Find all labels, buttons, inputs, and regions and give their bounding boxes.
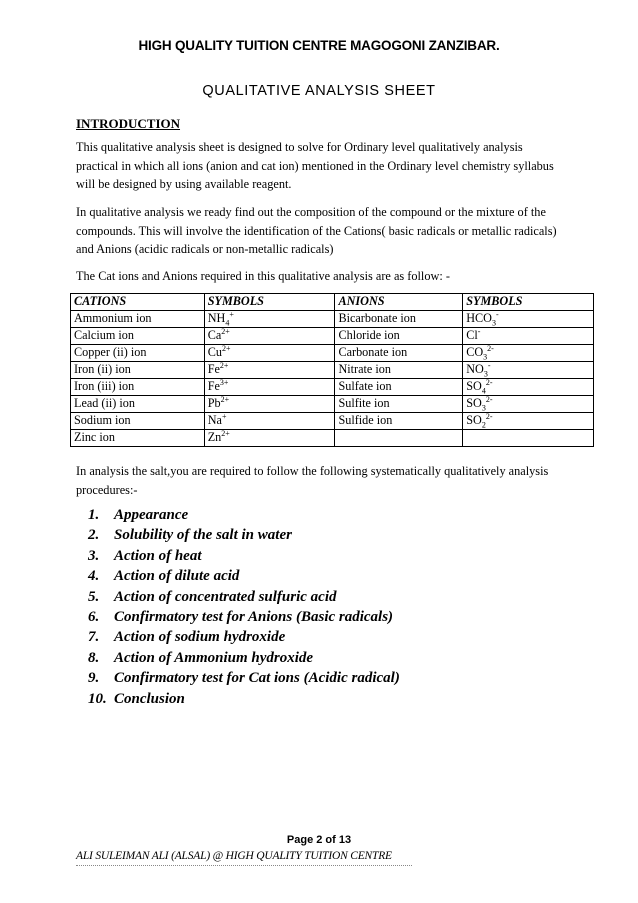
cation-name: Copper (ii) ion (71, 345, 205, 362)
anion-name: Sulfite ion (335, 396, 463, 413)
anion-symbol: $SO_2^{2-}$ (463, 413, 594, 430)
list-item (88, 566, 400, 586)
list-item (88, 668, 400, 688)
anion-symbol: $NO_3^-$ (463, 362, 594, 379)
cation-symbol: $Pb^{2+}$ (204, 396, 335, 413)
intro-paragraph-3: The Cat ions and Anions required in this qualitative analysis are as follow: - (76, 269, 450, 283)
table-row (71, 379, 594, 396)
list-item (88, 689, 400, 709)
step-text: Solubility of the salt in water (114, 527, 292, 544)
step-number: 3. (88, 547, 100, 564)
anion-name: Sulfate ion (335, 379, 463, 396)
intro-paragraph-1: This qualitative analysis sheet is designed to solve for Ordinary level qualitatively analysis practical in which all ions (anion and cat ion) mentioned in the Ordinary level chemistry syllabus will be designed by using available reagent. (76, 140, 554, 191)
step-number: 2. (88, 527, 100, 544)
table-header-row (71, 294, 594, 311)
anion-name: Sulfide ion (335, 413, 463, 430)
sheet-title: QUALITATIVE ANALYSIS SHEET (202, 83, 436, 99)
anion-symbol: $HCO_3^-$ (463, 311, 594, 328)
cation-name: Ammonium ion (71, 311, 205, 328)
cation-symbol: $Fe^{2+}$ (204, 362, 335, 379)
cation-name: Iron (iii) ion (71, 379, 205, 396)
table-row (71, 362, 594, 379)
cation-symbol: $NH_4^+$ (204, 311, 335, 328)
procedure-intro: In analysis the salt,you are required to follow the following systematically qualitatively analysis procedures:- (76, 464, 549, 497)
step-number: 4. (88, 568, 100, 585)
anion-name: Chloride ion (335, 328, 463, 345)
anion-symbol (463, 430, 594, 447)
step-text: Confirmatory test for Anions (Basic radicals) (114, 608, 394, 625)
list-item (88, 627, 400, 647)
step-text: Action of concentrated sulfuric acid (114, 588, 337, 605)
header-anion-symbols: SYMBOLS (463, 294, 594, 311)
cation-symbol: Na+ (204, 413, 335, 430)
step-text: Confirmatory test for Cat ions (Acidic radical) (114, 670, 400, 687)
introduction-heading: INTRODUCTION (76, 116, 181, 131)
step-text: Appearance (114, 507, 189, 523)
step-number: 10. (88, 690, 107, 707)
step-text: Action of heat (114, 547, 202, 564)
table-row (71, 328, 594, 345)
step-number: 7. (88, 629, 100, 646)
list-item (88, 648, 400, 668)
school-header: HIGH QUALITY TUITION CENTRE MAGOGONI ZANZIBAR. (138, 38, 500, 53)
step-number: 8. (88, 649, 100, 666)
cation-name: Lead (ii) ion (71, 396, 205, 413)
anion-name (335, 430, 463, 447)
table-row (71, 311, 594, 328)
step-text: Action of dilute acid (114, 568, 240, 585)
cation-name: Zinc ion (71, 430, 205, 447)
cation-name: Sodium ion (71, 413, 205, 430)
table-row (71, 396, 594, 413)
header-anions: ANIONS (335, 294, 463, 311)
anion-name: Bicarbonate ion (335, 311, 463, 328)
header-cations: CATIONS (71, 294, 205, 311)
list-item (88, 607, 400, 627)
footer-divider (76, 865, 412, 866)
cation-symbol: $Fe^{3+}$ (204, 379, 335, 396)
cation-name: Iron (ii) ion (71, 362, 205, 379)
cation-symbol: $Zn^{2+}$ (204, 430, 335, 447)
list-item (88, 587, 400, 607)
step-number: 9. (88, 670, 100, 687)
procedure-list (88, 505, 400, 709)
step-number: 1. (88, 507, 100, 523)
anion-name: Nitrate ion (335, 362, 463, 379)
anion-symbol: $SO_4^{2-}$ (463, 379, 594, 396)
list-item (88, 505, 400, 525)
table-row (71, 430, 594, 447)
list-item (88, 546, 400, 566)
cation-symbol: $Cu^{2+}$ (204, 345, 335, 362)
step-text: Conclusion (114, 690, 185, 707)
page-number: Page 2 of 13 (286, 834, 352, 846)
table-row (71, 345, 594, 362)
anion-symbol: $CO_3^{2-}$ (463, 345, 594, 362)
ions-table (70, 293, 594, 447)
table-row (71, 413, 594, 430)
anion-symbol: Cl- (463, 328, 594, 345)
header-cation-symbols: SYMBOLS (204, 294, 335, 311)
intro-paragraph-2: In qualitative analysis we ready find out the composition of the compound or the mixture of the compounds. This will involve the identification of the Cations( basic radicals or metallic radicals) and Anions (acidic radicals or non-metallic radicals) (76, 205, 557, 256)
cation-name: Calcium ion (71, 328, 205, 345)
list-item (88, 525, 400, 545)
step-text: Action of Ammonium hydroxide (114, 649, 314, 666)
cation-symbol: $Ca^{2+}$ (204, 328, 335, 345)
footer-credit: ALI SULEIMAN ALI (ALSAL) @ HIGH QUALITY TUITION CENTRE (76, 850, 392, 862)
step-number: 5. (88, 588, 100, 605)
anion-symbol: $SO_3^{2-}$ (463, 396, 594, 413)
step-number: 6. (88, 608, 100, 625)
anion-name: Carbonate ion (335, 345, 463, 362)
step-text: Action of sodium hydroxide (114, 629, 286, 646)
